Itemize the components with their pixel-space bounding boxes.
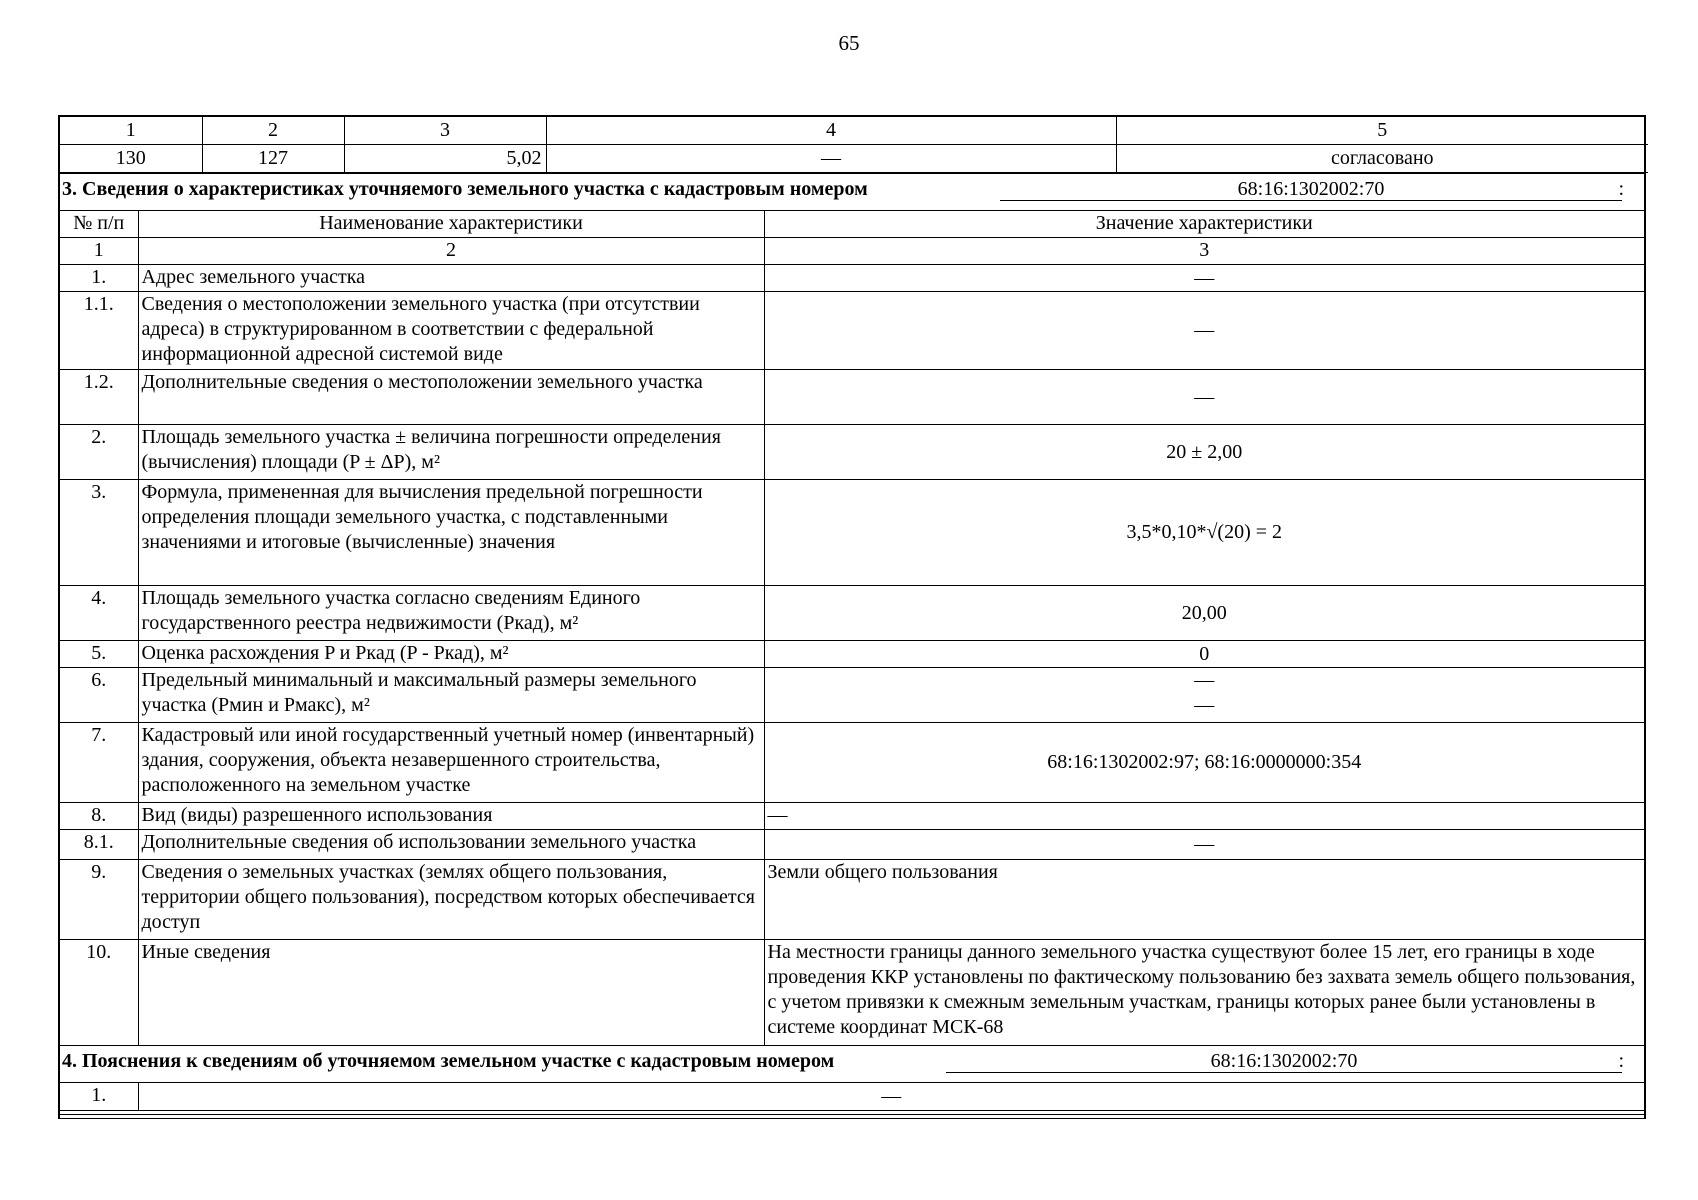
table-row — [60, 723, 1644, 803]
table-row — [60, 641, 1644, 668]
table-row — [60, 425, 1644, 480]
top-table-header-cell: 5 — [1116, 117, 1648, 145]
table-row — [60, 265, 1644, 292]
row-value: — — [764, 292, 1644, 370]
section4-title-row — [60, 1046, 1644, 1083]
row-name: Сведения о местоположении земельного участка (при отсутствии адреса) в структурированном в соответствии с федеральной информационной адресной системой виде — [138, 292, 764, 370]
section4-title: 4. Пояснения к сведениям об уточняемом земельном участке с кадастровым номером — [62, 1050, 835, 1072]
top-table-row — [60, 145, 1648, 173]
section3-title: 3. Сведения о характеристиках уточняемого земельного участка с кадастровым номером — [62, 178, 868, 200]
row-value: Земли общего пользования — [764, 860, 1644, 940]
row-name: Дополнительные сведения о местоположении земельного участка — [138, 370, 764, 425]
row-name: Площадь земельного участка ± величина погрешности определения (вычисления) площади (P ± ΔP), м² — [138, 425, 764, 480]
row-name: Формула, примененная для вычисления предельной погрешности определения площади земельного участка, с подставленными значениями и итоговые (вычисленные) значения — [138, 480, 764, 586]
table-row — [60, 860, 1644, 940]
top-table-cell: — — [546, 145, 1116, 173]
table-row — [60, 480, 1644, 586]
table-row — [60, 292, 1644, 370]
row-number: 9. — [60, 860, 138, 940]
column-header-name: Наименование характеристики — [138, 211, 764, 238]
row-number: 4. — [60, 586, 138, 641]
row-number: 1.1. — [60, 292, 138, 370]
table-row — [60, 803, 1644, 830]
section3-cadastral-number: 68:16:1302002:70 — [1000, 176, 1622, 201]
row-value: 68:16:1302002:97; 68:16:0000000:354 — [764, 723, 1644, 803]
row-number: 10. — [60, 940, 138, 1046]
row-name: Иные сведения — [138, 940, 764, 1046]
row-value: — — [764, 830, 1644, 860]
column-header-value: Значение характеристики — [764, 211, 1644, 238]
column-number: 3 — [764, 238, 1644, 265]
row-value: — — [764, 265, 1644, 292]
section3-title-row — [60, 173, 1644, 211]
top-table-cell: согласовано — [1116, 145, 1648, 173]
row-name: Предельный минимальный и максимальный размеры земельного участка (Рмин и Рмакс), м² — [138, 668, 764, 723]
row-number: 8.1. — [60, 830, 138, 860]
page-number: 65 — [838, 31, 860, 55]
top-table — [60, 117, 1648, 173]
row-name: Вид (виды) разрешенного использования — [138, 803, 764, 830]
row-value: — — [764, 370, 1644, 425]
column-number: 1 — [60, 238, 138, 265]
section3-colon: : — [1618, 178, 1624, 200]
row-number: 1. — [60, 265, 138, 292]
row-name: Адрес земельного участка — [138, 265, 764, 292]
table-row — [60, 668, 1644, 723]
row-number: 1.2. — [60, 370, 138, 425]
top-table-header-row — [60, 117, 1648, 145]
row-number: 8. — [60, 803, 138, 830]
section3-column-numbers — [60, 238, 1644, 265]
row-value-min: — — [1194, 669, 1215, 691]
bottom-border — [60, 1114, 1644, 1119]
top-table-cell: 5,02 — [344, 145, 546, 173]
row-value: — — [764, 803, 1644, 830]
table-row — [60, 370, 1644, 425]
row-value: 20,00 — [764, 586, 1644, 641]
top-table-header-cell: 1 — [60, 117, 202, 145]
row-value: На местности границы данного земельного участка существуют более 15 лет, его границы в ходе проведения ККР установлены по фактическому пользованию без захвата земель общего пользования, с учетом привязки к смежным земельным участкам, границы которых ранее были установлены в системе координат МСК-68 — [764, 940, 1644, 1046]
row-value: 20 ± 2,00 — [764, 425, 1644, 480]
document-sheet — [58, 115, 1646, 1119]
column-header-number: № п/п — [60, 211, 138, 238]
row-name: Площадь земельного участка согласно сведениям Единого государственного реестра недвижимости (Ркад), м² — [138, 586, 764, 641]
section3-column-headers — [60, 211, 1644, 238]
table-row — [60, 830, 1644, 860]
row-number: 5. — [60, 641, 138, 668]
top-table-header-cell: 3 — [344, 117, 546, 145]
row-number: 7. — [60, 723, 138, 803]
row-value: — — [138, 1083, 1644, 1110]
table-row — [60, 1083, 1644, 1110]
table-row — [60, 586, 1644, 641]
row-value — [764, 668, 1644, 723]
row-value: 0 — [764, 641, 1644, 668]
row-name: Дополнительные сведения об использовании земельного участка — [138, 830, 764, 860]
top-table-header-cell: 2 — [202, 117, 344, 145]
row-number: 1. — [60, 1083, 138, 1110]
row-value: 3,5*0,10*√(20) = 2 — [764, 480, 1644, 586]
section3-table — [60, 211, 1644, 1046]
row-name: Сведения о земельных участках (землях общего пользования, территории общего пользования), посредством которых обеспечивается доступ — [138, 860, 764, 940]
row-name: Кадастровый или иной государственный учетный номер (инвентарный) здания, сооружения, объекта незавершенного строительства, расположенного на земельном участке — [138, 723, 764, 803]
section4-colon: : — [1618, 1050, 1624, 1072]
column-number: 2 — [138, 238, 764, 265]
top-table-cell: 130 — [60, 145, 202, 173]
top-table-cell: 127 — [202, 145, 344, 173]
section4-table — [60, 1083, 1644, 1111]
row-number: 2. — [60, 425, 138, 480]
section4-cadastral-number: 68:16:1302002:70 — [946, 1048, 1622, 1073]
table-row — [60, 940, 1644, 1046]
row-value-max: — — [1194, 694, 1215, 716]
row-name: Оценка расхождения P и Ркад (P - Ркад), м² — [138, 641, 764, 668]
row-number: 6. — [60, 668, 138, 723]
top-table-header-cell: 4 — [546, 117, 1116, 145]
row-number: 3. — [60, 480, 138, 586]
